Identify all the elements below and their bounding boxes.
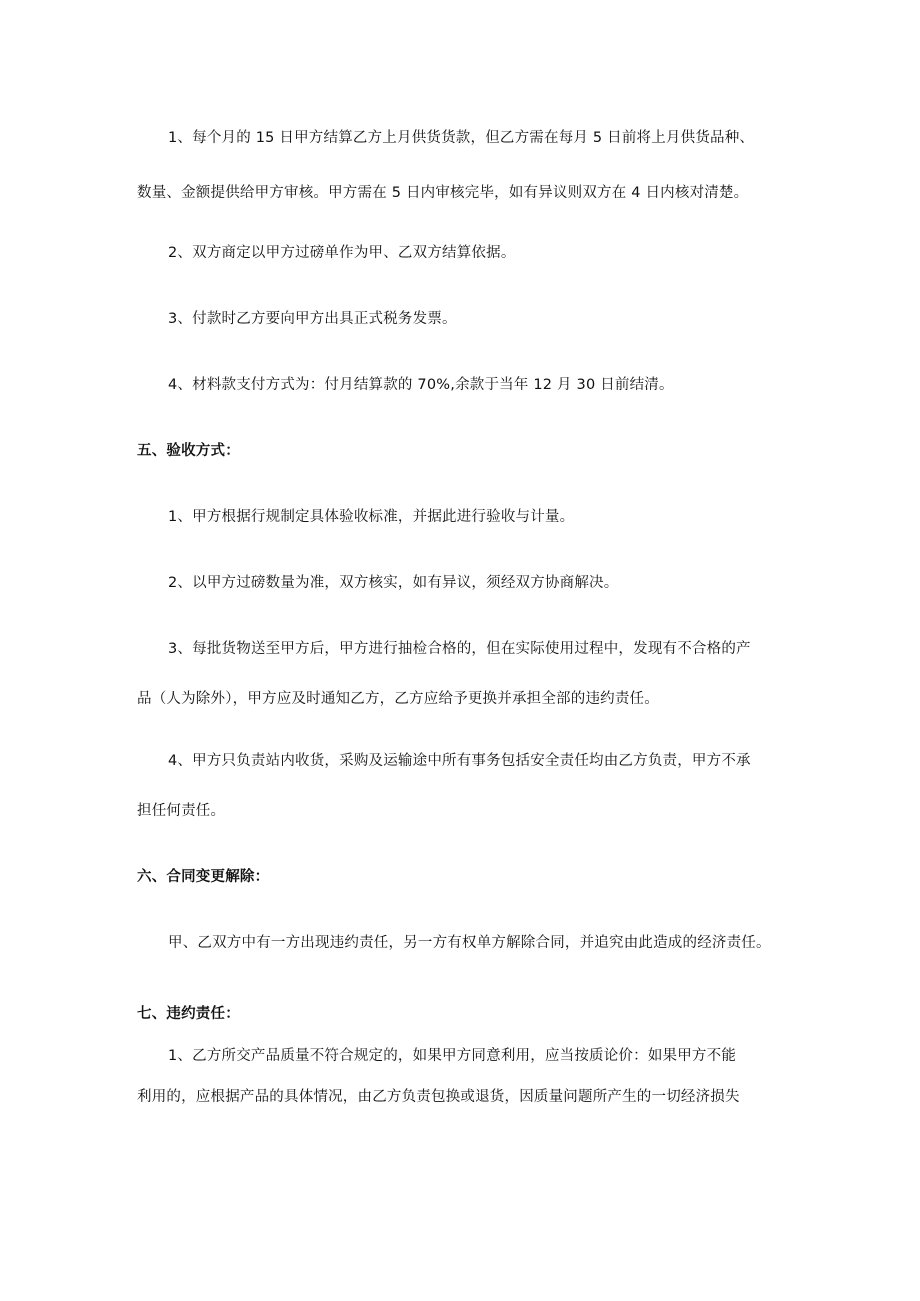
section-5-item-3-line-2: 品（人为除外），甲方应及时通知乙方，乙方应给予更换并承担全部的违约责任。: [137, 691, 659, 707]
section-5-item-4-line-2: 担任何责任。: [137, 803, 226, 819]
section-5-item-1: 1、甲方根据行规制定具体验收标准，并据此进行验收与计量。: [168, 509, 575, 525]
section-7-heading: 七、违约责任：: [137, 1006, 240, 1022]
section-5-heading: 五、验收方式：: [137, 443, 240, 459]
section-5-item-2: 2、以甲方过磅数量为准，双方核实，如有异议，须经双方协商解决。: [168, 575, 619, 591]
payment-item-2: 2、双方商定以甲方过磅单作为甲、乙双方结算依据。: [168, 245, 516, 261]
section-5-item-4-line-1: 4、甲方只负责站内收货，采购及运输途中所有事务包括安全责任均由乙方负责，甲方不承: [168, 753, 751, 769]
payment-item-1-line-2: 数量、金额提供给甲方审核。甲方需在 5 日内审核完毕，如有异议则双方在 4 日内核对清楚。: [137, 185, 749, 201]
section-6-body: 甲、乙双方中有一方出现违约责任，另一方有权单方解除合同，并追究由此造成的经济责任。: [168, 935, 771, 951]
section-6-heading: 六、合同变更解除：: [137, 869, 270, 885]
section-7-item-1-line-2: 利用的，应根据产品的具体情况，由乙方负责包换或退货，因质量问题所产生的一切经济损失: [137, 1089, 740, 1105]
payment-item-4: 4、材料款支付方式为：付月结算款的 70%,余款于当年 12 月 30 日前结清。: [168, 377, 674, 393]
section-7-item-1-line-1: 1、乙方所交产品质量不符合规定的，如果甲方同意利用，应当按质论价：如果甲方不能: [168, 1048, 737, 1064]
section-5-item-3-line-1: 3、每批货物送至甲方后，甲方进行抽检合格的，但在实际使用过程中，发现有不合格的产: [168, 641, 751, 657]
payment-item-3: 3、付款时乙方要向甲方出具正式税务发票。: [168, 311, 457, 327]
payment-item-1-line-1: 1、每个月的 15 日甲方结算乙方上月供货货款，但乙方需在每月 5 日前将上月供货品种、: [168, 130, 755, 146]
